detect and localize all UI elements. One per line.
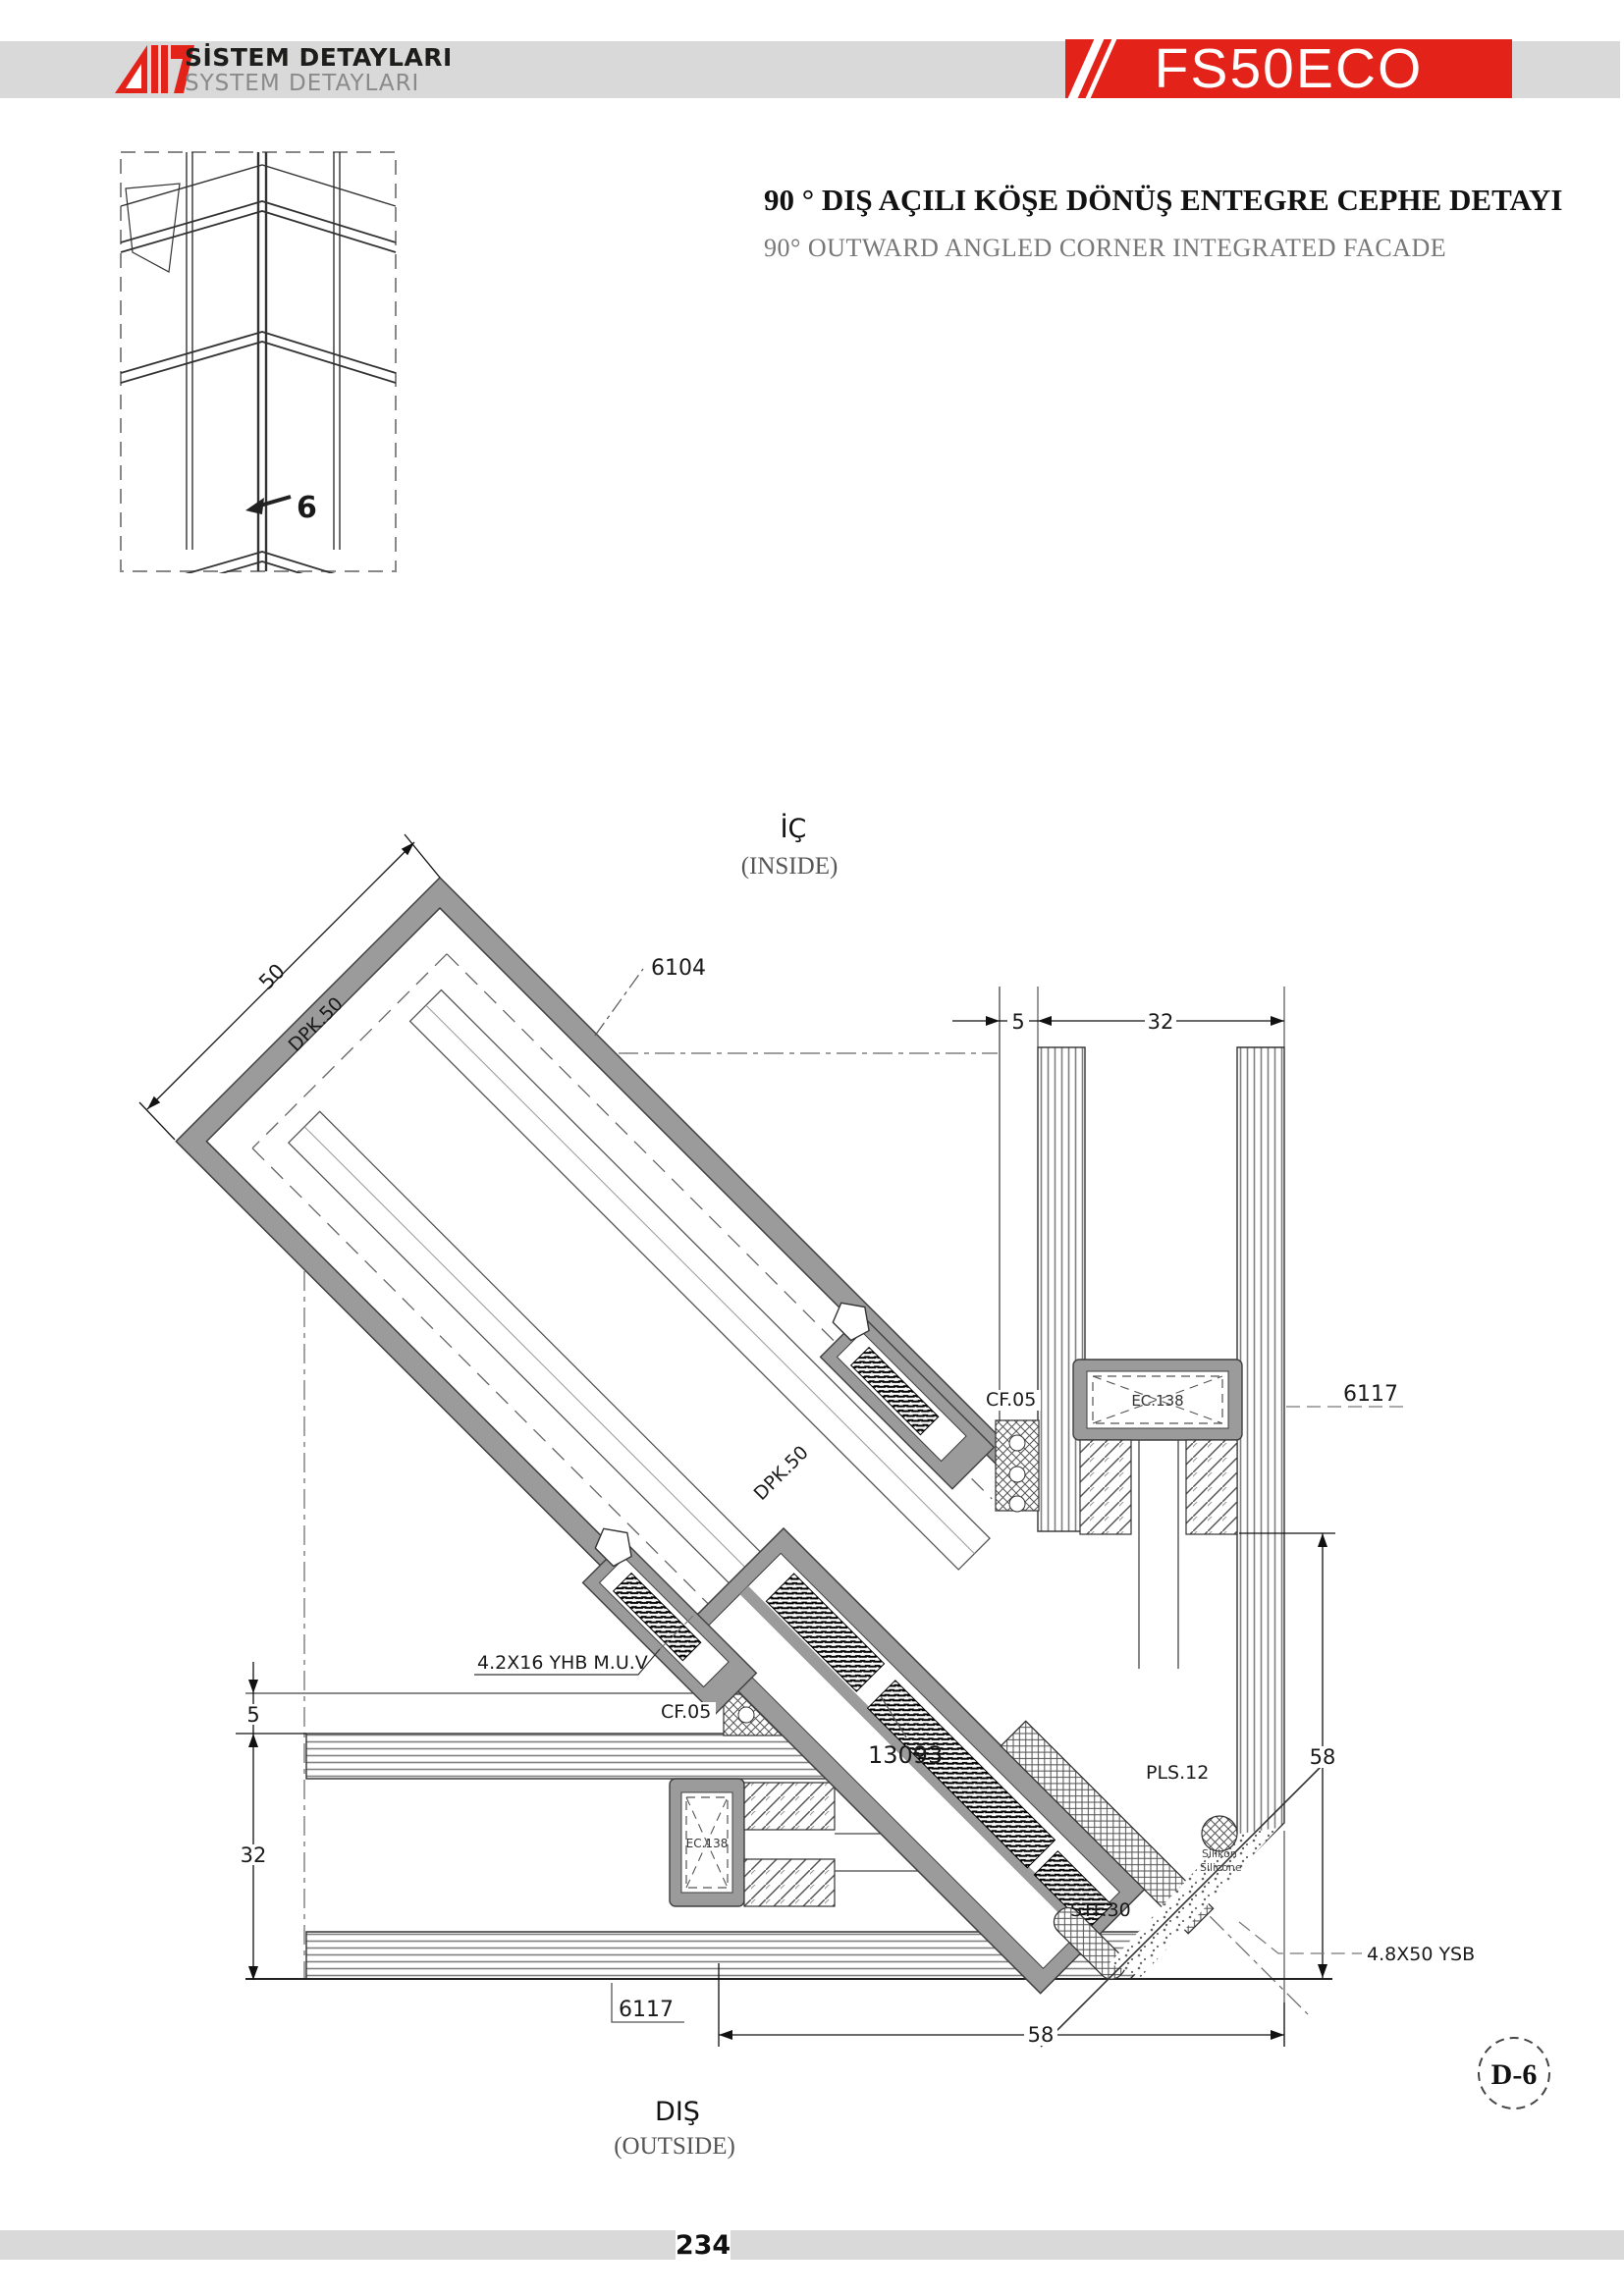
press-screw-label: 4.2X16 YHB M.U.V [477,1652,648,1674]
mullion-right-label: 6117 [1343,1382,1398,1407]
corner-screw-label: 4.8X50 YSB [1367,1944,1476,1965]
press-plate-label-a: DPK.50 [284,992,348,1056]
thumbnail-detail-marker [245,491,317,525]
dim-joint-left: 5 [246,1703,260,1727]
detail-ref-text: D-6 [1490,2058,1538,2091]
outside-label-en: (OUTSIDE) [614,2133,735,2160]
page-number: 234 [676,2226,731,2264]
mullion-bottom-label: 6117 [619,1998,674,2022]
dim-joint-top: 5 [1011,1010,1025,1034]
detail-title-en: 90° OUTWARD ANGLED CORNER INTEGRATED FACADE [764,234,1447,262]
product-code: FS50ECO [1154,37,1424,100]
corner-gasket-label: STF.30 [1070,1899,1131,1921]
spacer-bottom-label: EC.138 [685,1837,729,1850]
cover-profile-label: 6104 [651,956,706,981]
dim-corner-bottom: 58 [1027,2023,1055,2047]
spacer-right-label: EC.138 [1131,1392,1184,1410]
detail-title-tr: 90 ° DIŞ AÇILI KÖŞE DÖNÜŞ ENTEGRE CEPHE DETAYI [764,183,1563,217]
corner-connector-label: 13093 [868,1741,944,1769]
footer-band [0,2230,1624,2260]
sealant-label-en: Silicone [1200,1861,1242,1874]
header-title: SİSTEM DETAYLARI [185,43,453,72]
gasket-bottom-label: CF.05 [661,1701,712,1723]
gasket-right-label: CF.05 [986,1389,1037,1411]
inside-label-tr: İÇ [780,814,807,844]
facade-thumbnail [121,152,396,603]
press-plate-label-b: DPK.50 [749,1441,813,1505]
inside-label-en: (INSIDE) [740,853,839,880]
sealant-label-tr: Silikon [1202,1847,1237,1860]
dim-glass-top: 32 [1147,1010,1174,1034]
detail-reference [1479,2038,1549,2109]
angled-glazing-assembly [176,878,1045,1746]
dim-corner-right: 58 [1309,1745,1336,1769]
header-subtitle: SYSTEM DETAYLARI [185,71,420,96]
plate-label: PLS.12 [1146,1762,1210,1784]
dim-glazing-width: 50 [254,959,290,994]
thumbnail-detail-ref: 6 [297,491,317,525]
dim-glass-left: 32 [240,1843,267,1867]
outside-label-tr: DIŞ [655,2097,700,2127]
